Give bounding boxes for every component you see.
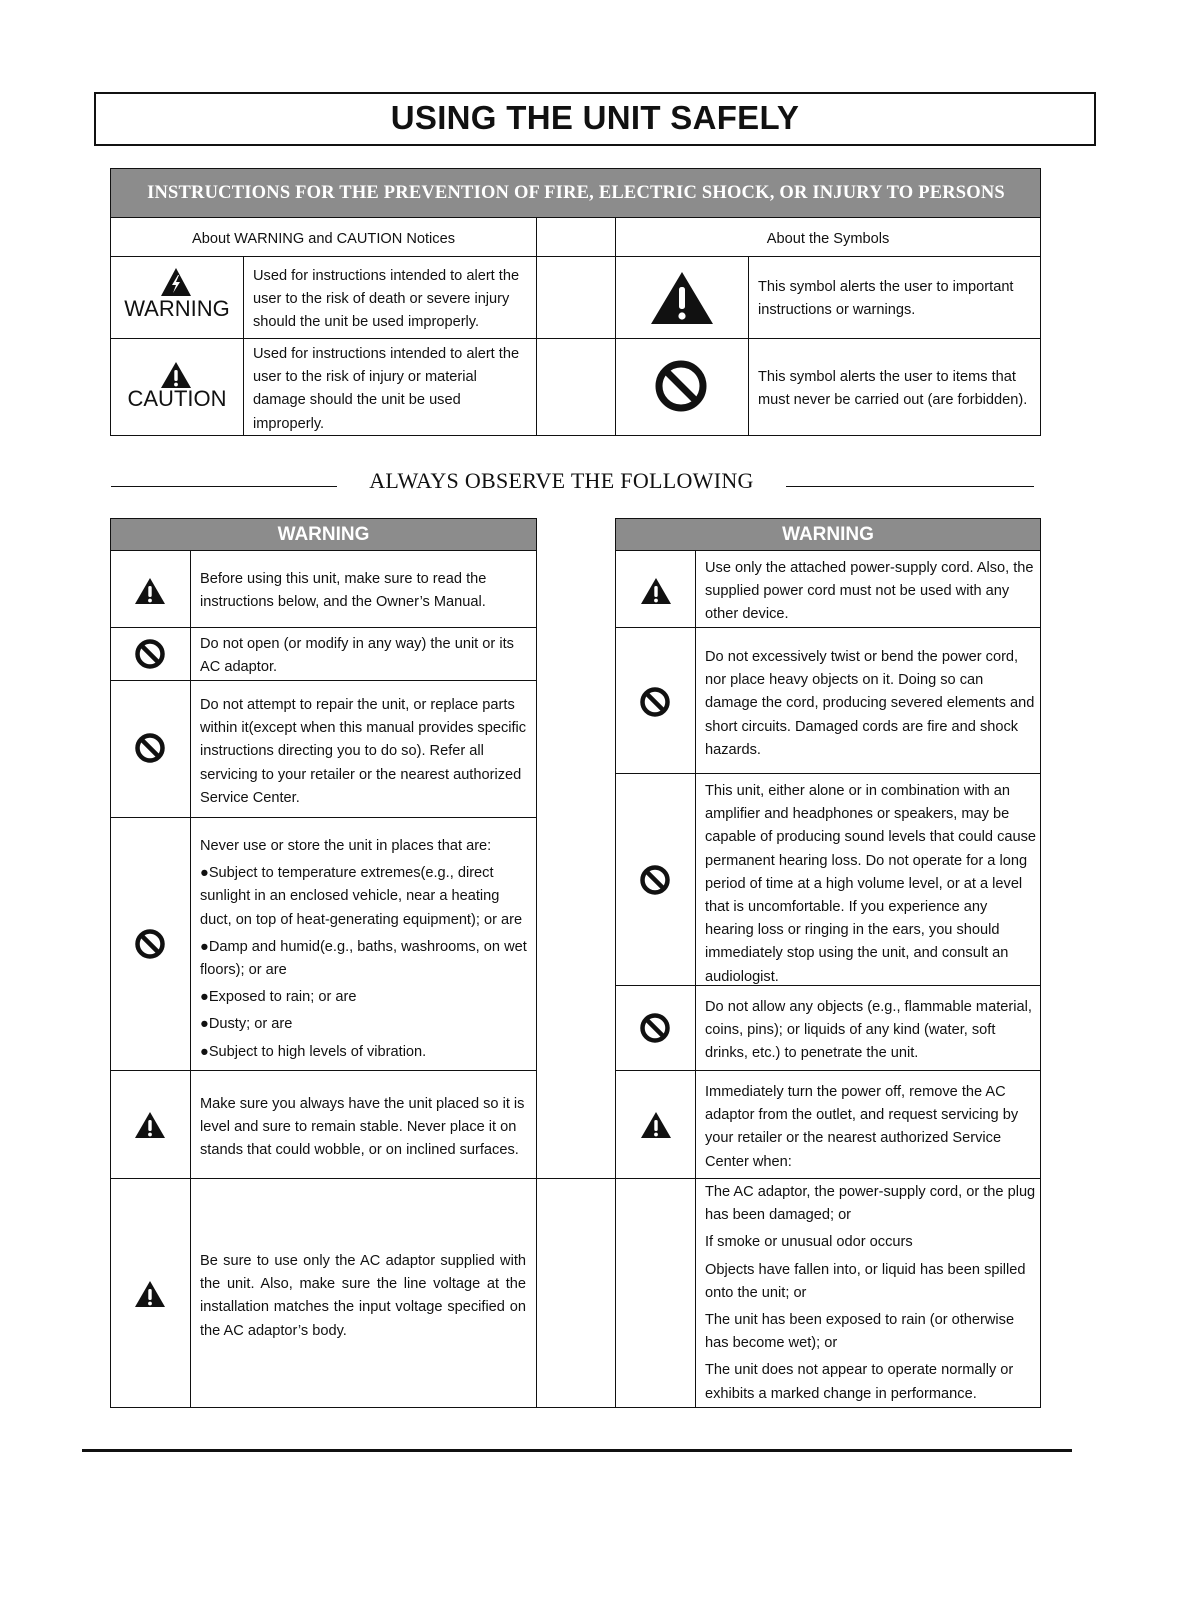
table-border — [1040, 518, 1041, 1408]
table-border — [616, 1070, 1041, 1071]
storage-bullet-dusty: ●Dusty; or are — [200, 1016, 293, 1033]
right-item-power-cord: Use only the attached power-supply cord. Also, the supplied power cord must not be used with any other device. — [705, 560, 1034, 623]
lightning-triangle-icon — [160, 267, 192, 297]
left-item-stable-placement: Make sure you always have the unit placed so it is level and sure to remain stable. Never place it on stands that could wobble, or on inclined surfaces. — [200, 1096, 525, 1159]
left-warning-header: WARNING — [111, 519, 536, 551]
prohibited-circle-icon — [654, 359, 708, 413]
table-border — [111, 518, 536, 519]
prohibited-circle-icon — [134, 732, 166, 764]
table-border — [111, 680, 536, 681]
symbols-header: About the Symbols — [766, 231, 890, 247]
symbol-forbidden-text: This symbol alerts the user to items that must never be carried out (are forbidden). — [758, 369, 1028, 409]
observe-heading: ALWAYS OBSERVE THE FOLLOWING — [369, 468, 754, 493]
table-border — [616, 550, 1041, 551]
footer-rule — [82, 1449, 1072, 1452]
page-title: USING THE UNIT SAFELY — [390, 99, 800, 136]
right-item-service-conditions — [705, 1181, 1037, 1410]
table-border — [536, 217, 537, 436]
table-border — [111, 256, 1041, 257]
storage-bullet-temperature: ●Subject to temperature extremes(e.g., direct sunlight in an enclosed vehicle, near a heating duct, on top of heat-generating equipment); or are — [200, 865, 523, 928]
table-border — [111, 435, 1041, 436]
table-border — [695, 550, 696, 1408]
condition-rain: The unit has been exposed to rain (or otherwise has become wet); or — [705, 1312, 1015, 1352]
table-border — [616, 518, 1041, 519]
table-border — [111, 817, 536, 818]
warning-triangle-icon — [134, 1280, 166, 1308]
condition-smoke: If smoke or unusual odor occurs — [705, 1234, 913, 1251]
right-warning-header: WARNING — [616, 519, 1040, 551]
warning-triangle-icon — [160, 361, 192, 389]
warning-triangle-icon — [134, 1111, 166, 1139]
right-item-foreign-objects: Do not allow any objects (e.g., flammable material, coins, pins); or liquids of any kind (water, soft drinks, etc.) to penetrate the unit. — [705, 999, 1032, 1062]
warning-triangle-icon — [640, 1111, 672, 1139]
prohibited-circle-icon — [134, 638, 166, 670]
storage-bullet-damp: ●Damp and humid(e.g., baths, washrooms, on wet floors); or are — [200, 938, 527, 979]
storage-intro: Never use or store the unit in places that are: — [200, 838, 492, 854]
warning-triangle-icon — [134, 577, 166, 605]
caution-label: CAUTION — [127, 386, 227, 411]
table-border — [748, 256, 749, 436]
divider-line — [786, 486, 1034, 487]
right-item-turn-power-off: Immediately turn the power off, remove the AC adaptor from the outlet, and request servicing by your retailer or the nearest authorized Service Center when: — [705, 1084, 1019, 1170]
caution-notice-text: Used for instructions intended to alert the user to the risk of injury or material damage should the unit be used improperly. — [253, 346, 520, 432]
table-border — [616, 773, 1041, 774]
condition-objects-liquid: Objects have fallen into, or liquid has been spilled onto the unit; or — [705, 1261, 1026, 1301]
symbol-alert-text: This symbol alerts the user to important instructions or warnings. — [758, 279, 1014, 319]
prohibited-circle-icon — [639, 686, 671, 718]
left-item-read-manual: Before using this unit, make sure to read the instructions below, and the Owner’s Manual. — [200, 571, 487, 611]
condition-abnormal-operation: The unit does not appear to operate normally or exhibits a marked change in performance. — [705, 1362, 1014, 1402]
warning-triangle-icon — [650, 271, 714, 325]
right-item-cord-damage: Do not excessively twist or bend the power cord, nor place heavy objects on it. Doing so can damage the cord, producing severed elements and short circuits. Damaged cords are fire and shock hazards. — [705, 649, 1035, 758]
table-border — [111, 217, 1041, 218]
left-item-ac-adaptor: Be sure to use only the AC adaptor supplied with the unit. Also, make sure the line voltage at the installation matches the input voltage specified on the AC adaptor’s body. — [200, 1253, 526, 1339]
warning-triangle-icon — [640, 577, 672, 605]
table-border — [111, 168, 1041, 169]
storage-bullet-vibration: ●Subject to high levels of vibration. — [200, 1043, 427, 1060]
table-border — [190, 550, 191, 1408]
left-item-storage-places — [200, 835, 530, 1068]
condition-damaged-cord: The AC adaptor, the power-supply cord, or the plug has been damaged; or — [705, 1184, 1036, 1224]
divider-line — [111, 486, 337, 487]
table-border — [615, 518, 616, 1408]
instructions-banner: INSTRUCTIONS FOR THE PREVENTION OF FIRE, ELECTRIC SHOCK, OR INJURY TO PERSONS — [111, 169, 1041, 218]
table-border — [111, 627, 536, 628]
table-border — [111, 1070, 536, 1071]
left-item-do-not-repair: Do not attempt to repair the unit, or replace parts within it(except when this manual provides specific instructions directing you to do so). Refer all servicing to your retailer or the nearest authorized Service Center. — [200, 697, 527, 806]
table-border — [111, 550, 536, 551]
table-border — [111, 1178, 1041, 1179]
table-border — [110, 518, 111, 1408]
prohibited-circle-icon — [639, 864, 671, 896]
right-item-hearing-loss: This unit, either alone or in combination with an amplifier and headphones or speakers, may be capable of producing sound levels that could cause permanent hearing loss. Do not operate for a long period of time at a high volume level, or at a level that is uncomfortable. If you experience any hearing loss or ringing in the ears, you should immediately stop using the unit, and consult an audiologist. — [705, 783, 1037, 985]
table-border — [111, 338, 1041, 339]
notices-header: About WARNING and CAUTION Notices — [191, 231, 456, 247]
prohibited-circle-icon — [639, 1012, 671, 1044]
table-border — [536, 518, 537, 1408]
warning-notice-text: Used for instructions intended to alert the user to the risk of death or severe injury should the unit be used improperly. — [253, 268, 520, 331]
prohibited-circle-icon — [134, 928, 166, 960]
warning-label: WARNING — [124, 296, 230, 321]
storage-bullet-rain: ●Exposed to rain; or are — [200, 989, 357, 1006]
table-border — [616, 627, 1041, 628]
table-border — [243, 256, 244, 436]
table-border — [1040, 168, 1041, 436]
left-item-do-not-open: Do not open (or modify in any way) the unit or its AC adaptor. — [200, 636, 514, 676]
